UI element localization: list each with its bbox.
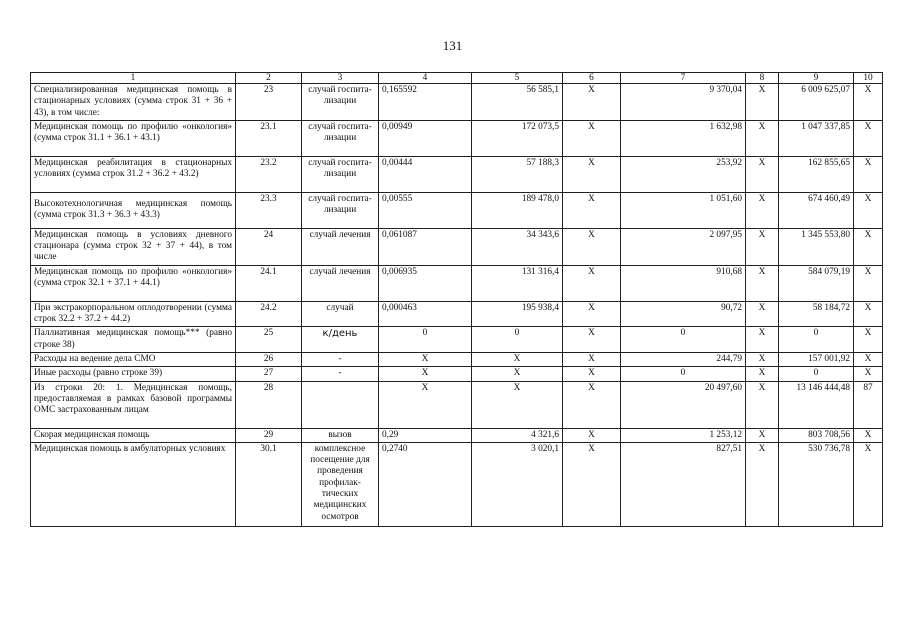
row-col10: X	[854, 367, 883, 381]
financing-table	[30, 72, 883, 527]
row-cost: 172 073,5	[472, 120, 563, 156]
table-row	[31, 352, 883, 366]
col-header-2: 2	[236, 73, 302, 84]
row-number: 24.2	[236, 301, 302, 327]
row-volume: X	[379, 352, 472, 366]
row-col10: X	[854, 327, 883, 353]
row-title: Паллиативная медицинская помощь*** (равно строке 38)	[31, 327, 236, 353]
row-col8: X	[746, 84, 779, 121]
row-per-capita: 1 632,98	[621, 120, 746, 156]
row-col8: X	[746, 442, 779, 526]
col-header-6: 6	[563, 73, 621, 84]
row-cost: X	[472, 367, 563, 381]
row-number: 23	[236, 84, 302, 121]
col-header-9: 9	[779, 73, 854, 84]
row-total: 13 146 444,48	[779, 381, 854, 428]
row-col8: X	[746, 367, 779, 381]
row-title: Медицинская помощь в амбулаторных условиях	[31, 442, 236, 526]
column-number-row	[31, 73, 883, 84]
row-number: 23.1	[236, 120, 302, 156]
table-row	[31, 327, 883, 353]
row-col6: X	[563, 156, 621, 192]
row-number: 23.3	[236, 192, 302, 228]
row-col6: X	[563, 367, 621, 381]
row-volume: 0,2740	[379, 442, 472, 526]
row-title: Специализированная медицинская помощь в стационарных условиях (сумма строк 31 + 36 + 43), в том числе:	[31, 84, 236, 121]
row-title: Медицинская помощь по профилю «онкология» (сумма строк 32.1 + 37.1 + 44.1)	[31, 265, 236, 301]
row-total: 674 460,49	[779, 192, 854, 228]
row-total: 1 345 553,80	[779, 228, 854, 265]
row-col6: X	[563, 352, 621, 366]
row-number: 26	[236, 352, 302, 366]
row-per-capita: 2 097,95	[621, 228, 746, 265]
row-col8: X	[746, 156, 779, 192]
row-total: 162 855,65	[779, 156, 854, 192]
row-col8: X	[746, 265, 779, 301]
row-col10: X	[854, 228, 883, 265]
row-number: 28	[236, 381, 302, 428]
row-col6: X	[563, 228, 621, 265]
row-col8: X	[746, 301, 779, 327]
row-unit: случай лечения	[302, 265, 379, 301]
row-cost: 131 316,4	[472, 265, 563, 301]
row-col6: X	[563, 428, 621, 442]
row-volume: 0,00444	[379, 156, 472, 192]
row-total: 584 079,19	[779, 265, 854, 301]
row-unit: -	[302, 352, 379, 366]
row-cost: 0	[472, 327, 563, 353]
table-row	[31, 156, 883, 192]
table-row	[31, 265, 883, 301]
row-volume: X	[379, 381, 472, 428]
row-cost: 57 188,3	[472, 156, 563, 192]
row-title: Медицинская помощь в условиях дневного стационара (сумма строк 32 + 37 + 44), в том числе	[31, 228, 236, 265]
row-per-capita: 90,72	[621, 301, 746, 327]
row-title: При экстракорпоральном оплодотворении (сумма строк 32.2 + 37.2 + 44.2)	[31, 301, 236, 327]
row-number: 24	[236, 228, 302, 265]
table-row	[31, 367, 883, 381]
page-number: 131	[442, 38, 463, 53]
table-row	[31, 228, 883, 265]
col-header-1: 1	[31, 73, 236, 84]
row-cost: 195 938,4	[472, 301, 563, 327]
row-per-capita: 253,92	[621, 156, 746, 192]
row-volume: 0,006935	[379, 265, 472, 301]
row-total: 157 001,92	[779, 352, 854, 366]
table-row	[31, 442, 883, 526]
row-unit: вызов	[302, 428, 379, 442]
col-header-10: 10	[854, 73, 883, 84]
row-col10: X	[854, 84, 883, 121]
row-number: 25	[236, 327, 302, 353]
row-cost: X	[472, 352, 563, 366]
row-col8: X	[746, 192, 779, 228]
row-unit: случай	[302, 301, 379, 327]
row-unit: случай госпита-лизации	[302, 120, 379, 156]
table-row	[31, 428, 883, 442]
row-per-capita: 0	[621, 327, 746, 353]
row-col10: X	[854, 428, 883, 442]
row-title: Высокотехнологичная медицинская помощь (сумма строк 31.3 + 36.3 + 43.3)	[31, 192, 236, 228]
row-number: 24.1	[236, 265, 302, 301]
row-col10: X	[854, 442, 883, 526]
row-cost: 34 343,6	[472, 228, 563, 265]
row-cost: X	[472, 381, 563, 428]
table-row	[31, 192, 883, 228]
row-unit	[302, 381, 379, 428]
row-col6: X	[563, 381, 621, 428]
row-col8: X	[746, 327, 779, 353]
row-per-capita: 20 497,60	[621, 381, 746, 428]
row-col6: X	[563, 84, 621, 121]
row-col10: X	[854, 265, 883, 301]
row-per-capita: 244,79	[621, 352, 746, 366]
row-volume: 0,29	[379, 428, 472, 442]
row-title: Медицинская реабилитация в стационарных условиях (сумма строк 31.2 + 36.2 + 43.2)	[31, 156, 236, 192]
row-unit: комплексное посещение для проведения профилак-тических медицинских осмотров	[302, 442, 379, 526]
row-col10: X	[854, 301, 883, 327]
row-col10: X	[854, 192, 883, 228]
row-per-capita: 910,68	[621, 265, 746, 301]
row-volume: 0,00555	[379, 192, 472, 228]
row-per-capita: 827,51	[621, 442, 746, 526]
col-header-4: 4	[379, 73, 472, 84]
col-header-7: 7	[621, 73, 746, 84]
row-title: Скорая медицинская помощь	[31, 428, 236, 442]
row-unit: случай госпита-лизации	[302, 156, 379, 192]
row-total: 0	[779, 327, 854, 353]
col-header-3: 3	[302, 73, 379, 84]
row-title: Из строки 20: 1. Медицинская помощь, предоставляемая в рамках базовой программы ОМС застрахованным лицам	[31, 381, 236, 428]
row-cost: 3 020,1	[472, 442, 563, 526]
row-number: 29	[236, 428, 302, 442]
row-volume: X	[379, 367, 472, 381]
row-volume: 0	[379, 327, 472, 353]
col-header-8: 8	[746, 73, 779, 84]
row-col10: X	[854, 120, 883, 156]
row-per-capita: 9 370,04	[621, 84, 746, 121]
row-col8: X	[746, 352, 779, 366]
row-col6: X	[563, 301, 621, 327]
row-unit: -	[302, 367, 379, 381]
row-total: 58 184,72	[779, 301, 854, 327]
row-number: 27	[236, 367, 302, 381]
row-title: Медицинская помощь по профилю «онкология» (сумма строк 31.1 + 36.1 + 43.1)	[31, 120, 236, 156]
table-row	[31, 381, 883, 428]
row-total: 803 708,56	[779, 428, 854, 442]
row-per-capita: 1 051,60	[621, 192, 746, 228]
row-number: 23.2	[236, 156, 302, 192]
row-unit: случай госпита-лизации	[302, 192, 379, 228]
row-col6: X	[563, 442, 621, 526]
table-row	[31, 84, 883, 121]
row-title: Иные расходы (равно строке 39)	[31, 367, 236, 381]
row-total: 530 736,78	[779, 442, 854, 526]
row-per-capita: 0	[621, 367, 746, 381]
row-cost: 56 585,1	[472, 84, 563, 121]
row-col6: X	[563, 192, 621, 228]
row-per-capita: 1 253,12	[621, 428, 746, 442]
row-col6: X	[563, 327, 621, 353]
row-cost: 189 478,0	[472, 192, 563, 228]
row-col6: X	[563, 265, 621, 301]
table-row	[31, 301, 883, 327]
row-volume: 0,165592	[379, 84, 472, 121]
row-title: Расходы на ведение дела СМО	[31, 352, 236, 366]
row-col10: X	[854, 156, 883, 192]
row-total: 6 009 625,07	[779, 84, 854, 121]
row-col8: X	[746, 228, 779, 265]
row-col8: X	[746, 120, 779, 156]
row-unit: к/день	[302, 327, 379, 353]
row-volume: 0,061087	[379, 228, 472, 265]
row-col10: X	[854, 352, 883, 366]
col-header-5: 5	[472, 73, 563, 84]
row-col6: X	[563, 120, 621, 156]
row-unit: случай лечения	[302, 228, 379, 265]
row-col10: 87	[854, 381, 883, 428]
row-number: 30.1	[236, 442, 302, 526]
row-unit: случай госпита-лизации	[302, 84, 379, 121]
row-col8: X	[746, 381, 779, 428]
row-cost: 4 321,6	[472, 428, 563, 442]
table-row	[31, 120, 883, 156]
row-volume: 0,000463	[379, 301, 472, 327]
row-total: 1 047 337,85	[779, 120, 854, 156]
row-volume: 0,00949	[379, 120, 472, 156]
row-total: 0	[779, 367, 854, 381]
row-col8: X	[746, 428, 779, 442]
